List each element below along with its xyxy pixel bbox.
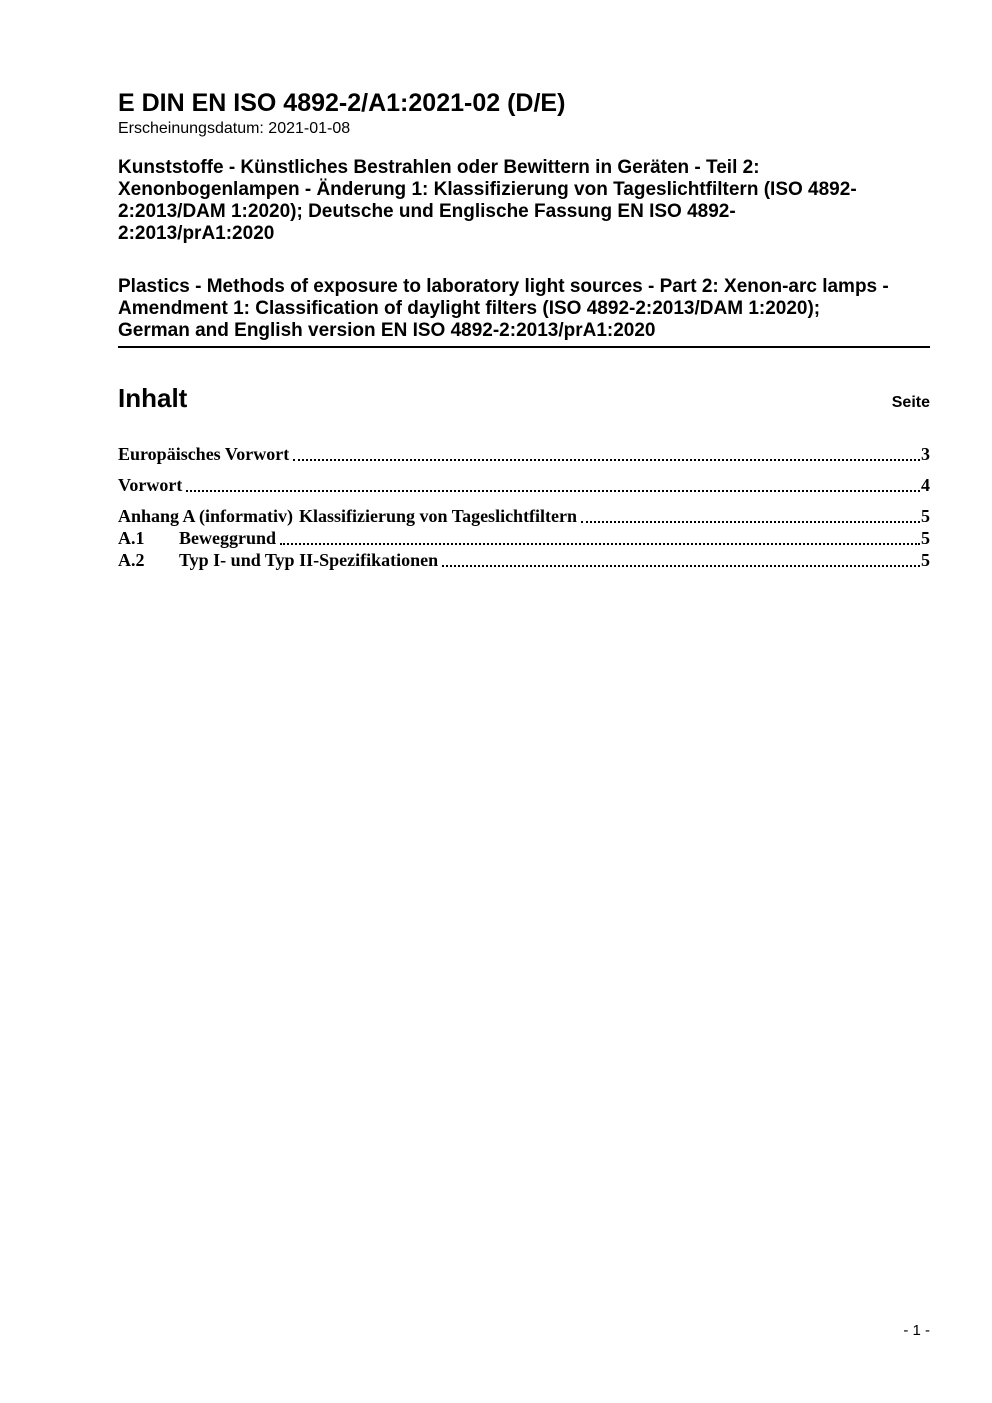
english-title-line: Plastics - Methods of exposure to laboratory light sources - Part 2: Xenon-arc lamps - (118, 276, 889, 297)
page-number: - 1 - (903, 1322, 930, 1339)
toc-page-column-label: Seite (891, 394, 930, 411)
toc-entry (118, 505, 930, 527)
dot-leader (186, 490, 920, 492)
german-title-line: Xenonbogenlampen - Änderung 1: Klassifizierung von Tageslichtfiltern (ISO 4892- (118, 179, 857, 200)
english-title (118, 276, 930, 342)
table-of-contents (118, 443, 930, 571)
toc-entry-label: Typ I- und Typ II-Spezifikationen (179, 550, 439, 570)
dot-leader (293, 459, 920, 461)
toc-entry-page: 5 (921, 528, 930, 548)
toc-heading: Inhalt (118, 383, 188, 413)
toc-entry-page: 4 (921, 475, 930, 495)
german-title (118, 157, 930, 245)
toc-entry-number: A.2 (118, 550, 145, 570)
english-title-line: German and English version EN ISO 4892-2:2013/prA1:2020 (118, 320, 656, 341)
toc-entry-page: 5 (921, 550, 930, 570)
toc-entry-label: Vorwort (118, 475, 183, 495)
toc-entry-label: Klassifizierung von Tageslichtfiltern (299, 506, 578, 526)
toc-entry-label: Beweggrund (179, 528, 277, 548)
horizontal-rule (118, 346, 930, 348)
toc-entry-page: 5 (921, 506, 930, 526)
toc-entry (118, 474, 930, 496)
toc-entry (118, 527, 930, 549)
toc-entry (118, 549, 930, 571)
toc-entry-number: Anhang A (informativ) (118, 506, 294, 526)
toc-header (118, 384, 930, 412)
german-title-line: 2:2013/DAM 1:2020); Deutsche und Englische Fassung EN ISO 4892- (118, 201, 736, 222)
document-title: E DIN EN ISO 4892-2/A1:2021-02 (D/E) (118, 89, 566, 117)
toc-entry-page: 3 (921, 444, 930, 464)
dot-leader (280, 543, 920, 545)
publication-date: Erscheinungsdatum: 2021-01-08 (118, 120, 351, 137)
toc-entry-number: A.1 (118, 528, 145, 548)
toc-entry-label: Europäisches Vorwort (118, 444, 290, 464)
german-title-line: 2:2013/prA1:2020 (118, 223, 275, 244)
german-title-line: Kunststoffe - Künstliches Bestrahlen oder Bewittern in Geräten - Teil 2: (118, 157, 760, 178)
toc-entry (118, 443, 930, 465)
dot-leader (581, 521, 920, 523)
english-title-line: Amendment 1: Classification of daylight filters (ISO 4892-2:2013/DAM 1:2020); (118, 298, 821, 319)
dot-leader (442, 565, 920, 567)
